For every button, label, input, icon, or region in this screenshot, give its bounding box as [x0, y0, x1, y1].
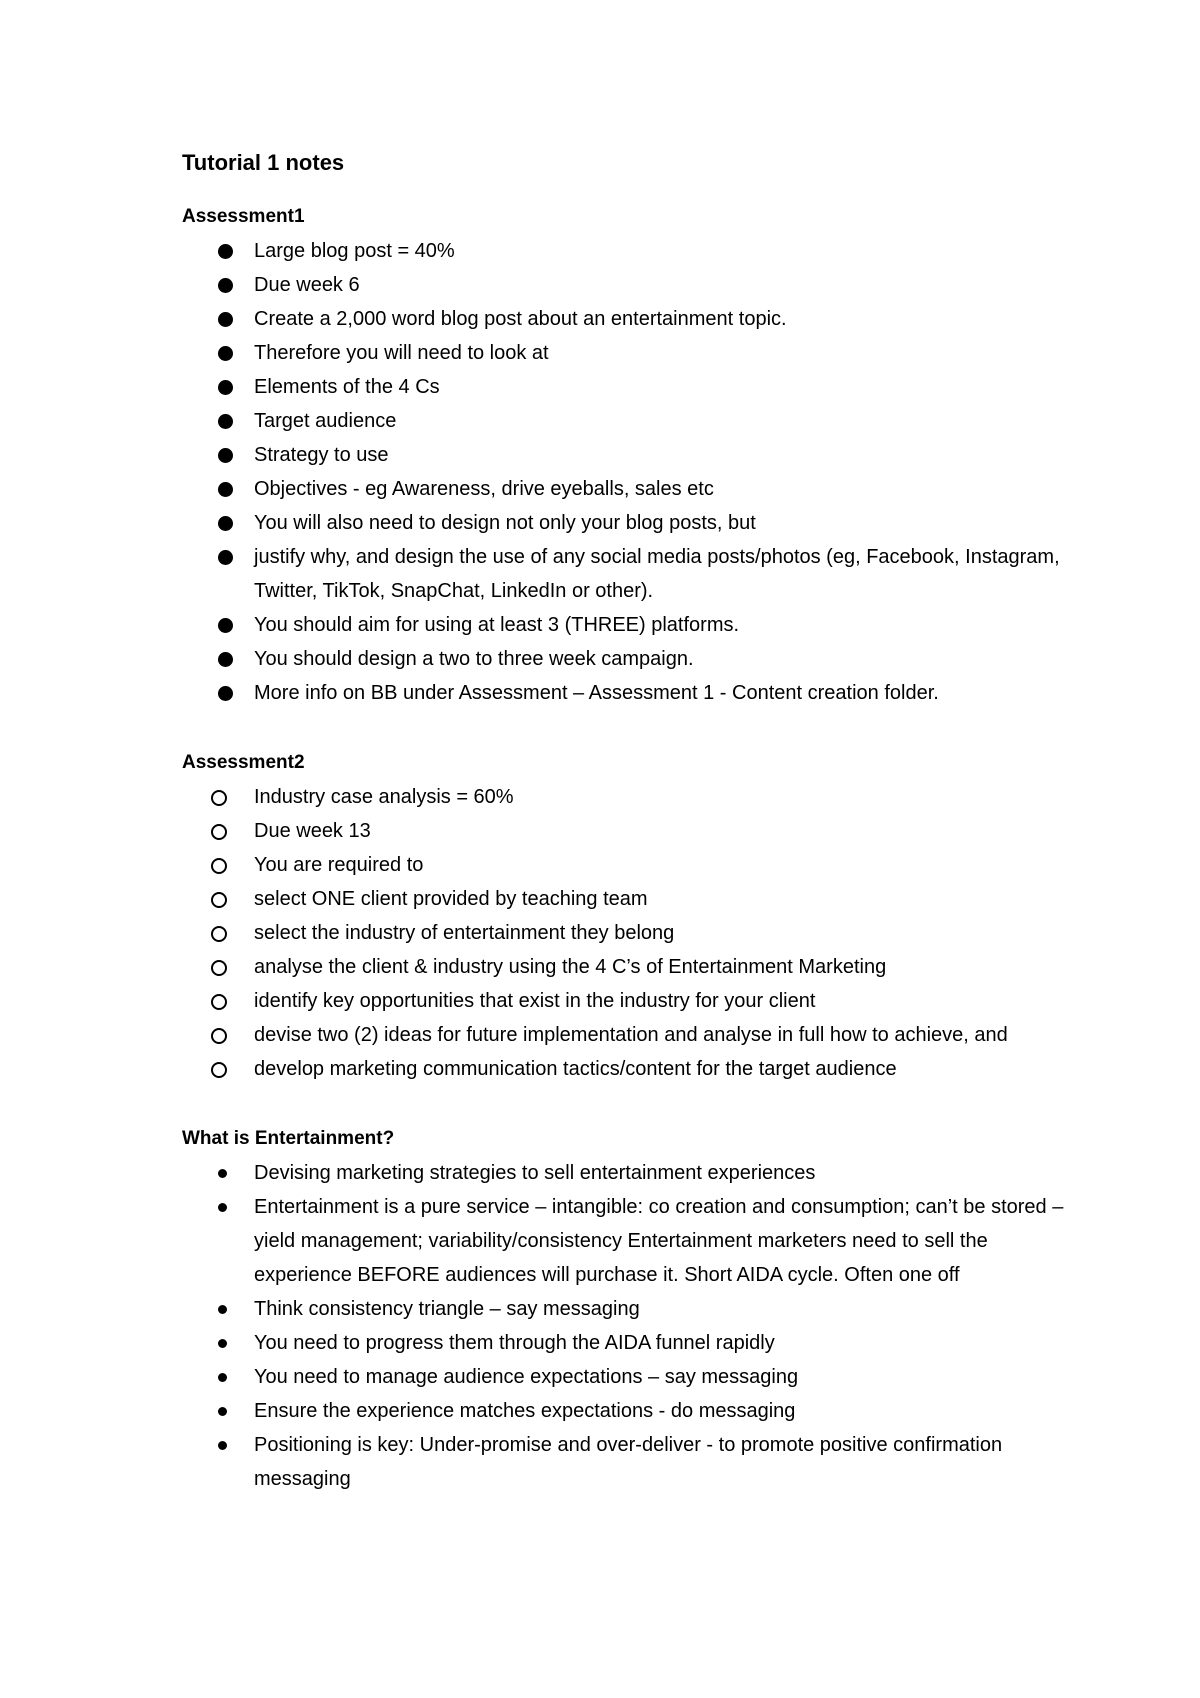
hollow-bullet-icon — [211, 994, 227, 1010]
list-item: Target audience — [182, 404, 1082, 438]
assessment1-heading: Assessment1 — [182, 206, 305, 227]
list-item: analyse the client & industry using the 4 C’s of Entertainment Marketing — [182, 950, 1082, 984]
small-bullet-icon — [218, 1169, 227, 1178]
small-bullet-icon — [218, 1407, 227, 1416]
hollow-bullet-icon — [211, 858, 227, 874]
filled-bullet-icon — [218, 686, 233, 701]
small-bullet-icon — [218, 1203, 227, 1212]
list-item: Create a 2,000 word blog post about an entertainment topic. — [182, 302, 1082, 336]
list-item: Due week 6 — [182, 268, 1082, 302]
entertainment-list — [182, 1156, 1082, 1496]
assessment2-heading: Assessment2 — [182, 752, 305, 773]
filled-bullet-icon — [218, 550, 233, 565]
filled-bullet-icon — [218, 414, 233, 429]
filled-bullet-icon — [218, 346, 233, 361]
list-item: You need to progress them through the AIDA funnel rapidly — [182, 1326, 1082, 1360]
list-item: Entertainment is a pure service – intangible: co creation and consumption; can’t be stored – yield management; variability/consistency Entertainment marketers need to sell the experience BEFORE audiences will purchase it. Short AIDA cycle. Often one off — [182, 1190, 1082, 1292]
list-item: Therefore you will need to look at — [182, 336, 1082, 370]
hollow-bullet-icon — [211, 1028, 227, 1044]
entertainment-heading: What is Entertainment? — [182, 1128, 395, 1149]
list-item: develop marketing communication tactics/content for the target audience — [182, 1052, 1082, 1086]
list-item: select ONE client provided by teaching team — [182, 882, 1082, 916]
list-item: Strategy to use — [182, 438, 1082, 472]
filled-bullet-icon — [218, 278, 233, 293]
hollow-bullet-icon — [211, 824, 227, 840]
filled-bullet-icon — [218, 482, 233, 497]
filled-bullet-icon — [218, 448, 233, 463]
list-item: justify why, and design the use of any social media posts/photos (eg, Facebook, Instagram, Twitter, TikTok, SnapChat, LinkedIn or other). — [182, 540, 1082, 608]
list-item: Elements of the 4 Cs — [182, 370, 1082, 404]
spacer — [182, 710, 1082, 746]
list-item: You should aim for using at least 3 (THREE) platforms. — [182, 608, 1082, 642]
list-item: identify key opportunities that exist in the industry for your client — [182, 984, 1082, 1018]
filled-bullet-icon — [218, 652, 233, 667]
list-item: More info on BB under Assessment – Assessment 1 - Content creation folder. — [182, 676, 1082, 710]
document-page — [182, 146, 1082, 1496]
list-item: Devising marketing strategies to sell entertainment experiences — [182, 1156, 1082, 1190]
small-bullet-icon — [218, 1441, 227, 1450]
list-item: Positioning is key: Under-promise and over-deliver - to promote positive confirmation messaging — [182, 1428, 1082, 1496]
filled-bullet-icon — [218, 516, 233, 531]
spacer — [182, 1086, 1082, 1122]
filled-bullet-icon — [218, 244, 233, 259]
hollow-bullet-icon — [211, 926, 227, 942]
hollow-bullet-icon — [211, 1062, 227, 1078]
assessment1-list — [182, 234, 1082, 710]
small-bullet-icon — [218, 1305, 227, 1314]
list-item: Due week 13 — [182, 814, 1082, 848]
filled-bullet-icon — [218, 380, 233, 395]
filled-bullet-icon — [218, 312, 233, 327]
list-item: You will also need to design not only your blog posts, but — [182, 506, 1082, 540]
filled-bullet-icon — [218, 618, 233, 633]
page-title: Tutorial 1 notes — [182, 150, 345, 175]
list-item: Large blog post = 40% — [182, 234, 1082, 268]
list-item: Industry case analysis = 60% — [182, 780, 1082, 814]
list-item: Objectives - eg Awareness, drive eyeballs, sales etc — [182, 472, 1082, 506]
assessment2-list — [182, 780, 1082, 1086]
small-bullet-icon — [218, 1373, 227, 1382]
hollow-bullet-icon — [211, 892, 227, 908]
list-item: select the industry of entertainment they belong — [182, 916, 1082, 950]
list-item: You should design a two to three week campaign. — [182, 642, 1082, 676]
list-item: Ensure the experience matches expectations - do messaging — [182, 1394, 1082, 1428]
list-item: Think consistency triangle – say messaging — [182, 1292, 1082, 1326]
list-item: devise two (2) ideas for future implementation and analyse in full how to achieve, and — [182, 1018, 1082, 1052]
hollow-bullet-icon — [211, 960, 227, 976]
list-item: You need to manage audience expectations – say messaging — [182, 1360, 1082, 1394]
list-item: You are required to — [182, 848, 1082, 882]
small-bullet-icon — [218, 1339, 227, 1348]
hollow-bullet-icon — [211, 790, 227, 806]
